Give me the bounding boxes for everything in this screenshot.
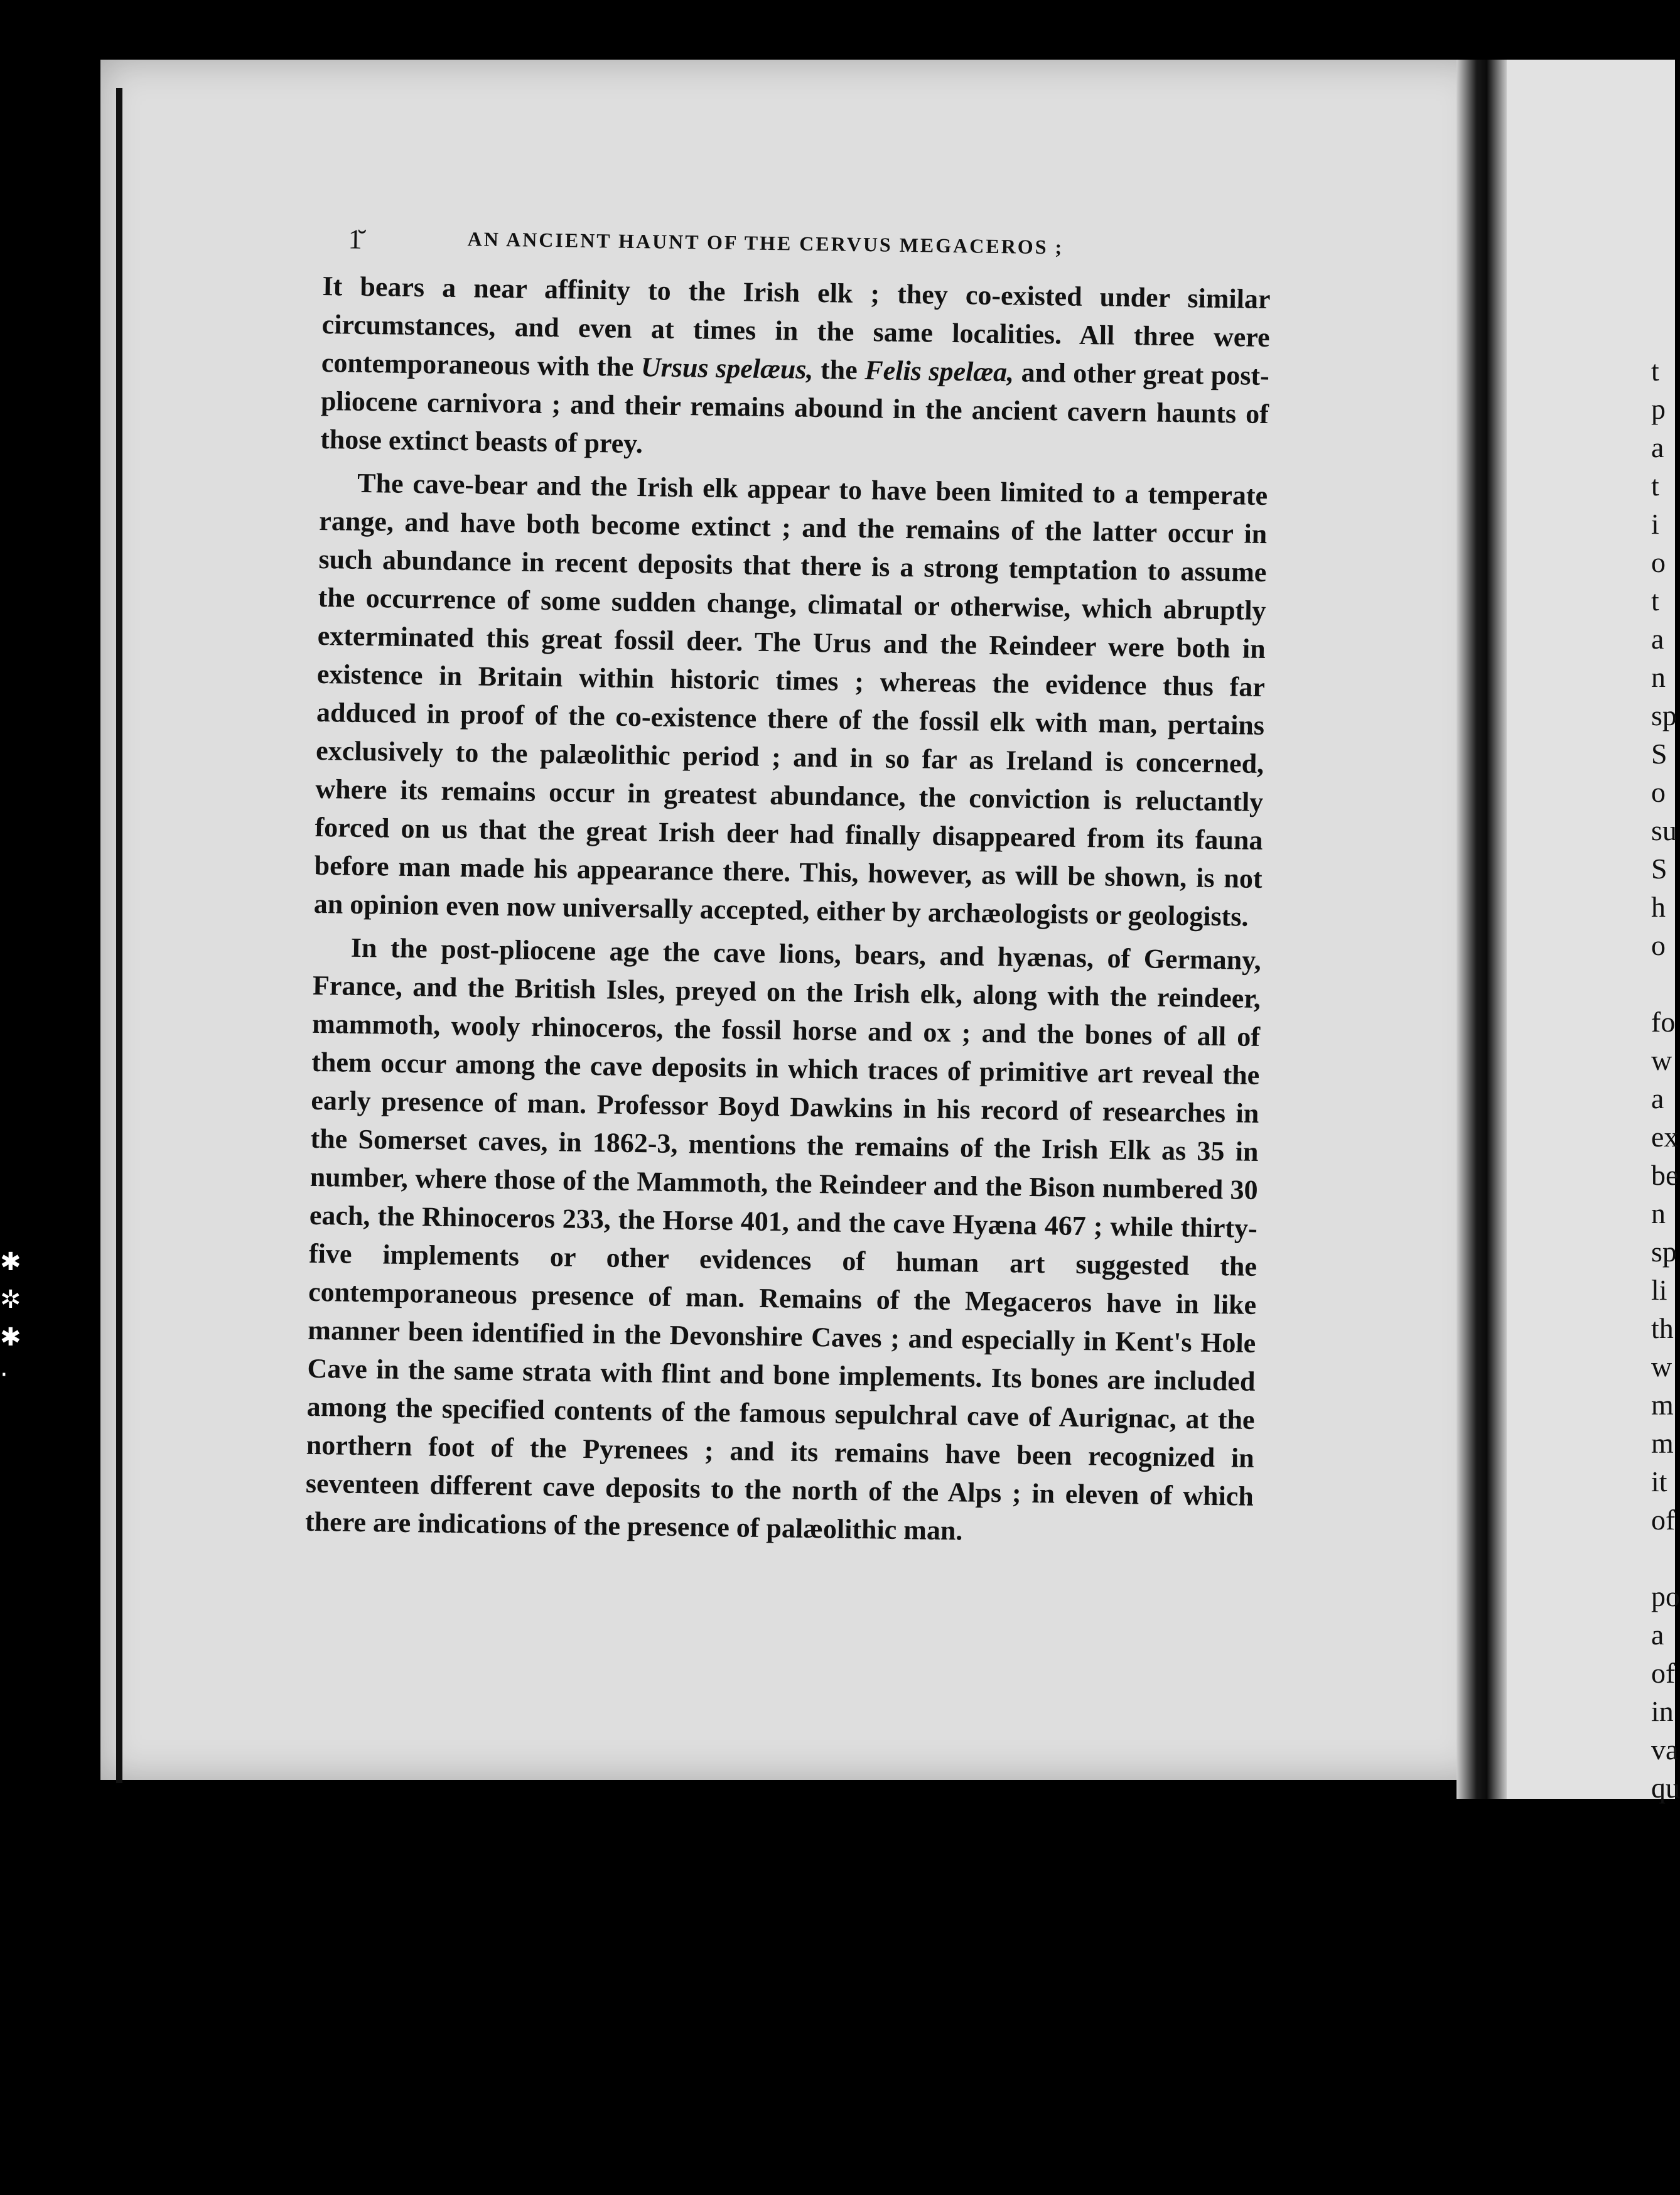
facing-fragment: p	[1651, 393, 1666, 425]
page-edge-line	[116, 88, 122, 1783]
facing-page-fragments	[1651, 352, 1680, 1845]
facing-fragment: li	[1651, 1274, 1667, 1306]
paragraph-1-italic-felis: Felis spelæa,	[864, 355, 1015, 388]
facing-fragment: a	[1651, 623, 1664, 655]
facing-fragment	[1651, 1539, 1675, 1577]
facing-fragment: w	[1651, 1351, 1672, 1383]
paragraph-2: The cave-bear and the Irish elk appear to have been limited to a temperate range, and have both become extinct ; and the remains of the latter occur in such abundance in recent deposits that there is a strong temptation to assume the occurrence of some sudden change, climatal or otherwise, which abruptly exterminated this great fossil deer. The Urus and the Reindeer were both in existence in Britain within historic times ; whereas the evidence thus far adduced in proof of the co-existence there of the fossil elk with man, pertains exclusively to the palæolithic period ; and in so far as Ireland is concerned, where its remains occur in greatest abundance, the conviction is reluctantly forced on us that the great Irish deer had finally disappeared from its fauna before man made his appearance there. This, however, as will be shown, is not an opinion even now universally accepted, either by archæologists or geologists.	[313, 467, 1268, 932]
facing-fragment: n	[1651, 1197, 1666, 1229]
facing-fragment: i	[1651, 508, 1659, 540]
facing-fragment: it	[1651, 1465, 1667, 1497]
facing-fragment: a	[1651, 1619, 1664, 1651]
facing-fragment: qu	[1651, 1772, 1680, 1804]
facing-fragment: sp	[1651, 1236, 1677, 1268]
facing-fragment: h	[1651, 891, 1666, 923]
paragraph-3: In the post-pliocene age the cave lions, bears, and hyænas, of Germany, France, and the British Isles, preyed on the Irish elk, along with the reindeer, mammoth, wooly rhinoceros, the fossil horse and ox ; and the bones of all of them occur among the cave deposits in which traces of primitive art reveal the early presence of man. Professor Boyd Dawkins in his record of researches in the Somerset caves, in 1862-3, mentions the remains of the Irish Elk as 35 in number, where those of the Mammoth, the Reindeer and the Bison numbered 30 each, the Rhinoceros 233, the Horse 401, and the cave Hyæna 467 ; while thirty-five implements or other evidences of human art suggested the contemporaneous presence of man. Remains of the Megaceros have in like manner been identified in the Devonshire Caves ; and especially in Kent's Hole Cave in the same strata with flint and bone implements. Its bones are included among the specified contents of the famous sepulchral cave of Aurignac, at the northern foot of the Pyrenees ; and its remains have been recognized in seventeen different cave deposits to the north of the Alps ; in eleven of which there are indications of the presence of palæolithic man.	[304, 932, 1262, 1546]
paragraph-1-italic-ursus: Ursus spelæus,	[640, 352, 814, 385]
facing-fragment: a	[1651, 431, 1664, 463]
paragraph-1-text-c: and other great post-pliocene carnivora ; and their remains abound in the ancient cavern haunts of those extinct beasts of prey.	[320, 357, 1270, 460]
facing-fragment: sp	[1651, 699, 1677, 731]
facing-fragment: t	[1651, 585, 1659, 617]
facing-fragment: o	[1651, 546, 1666, 578]
facing-fragment: S	[1651, 738, 1667, 770]
paragraph-1	[320, 267, 1271, 472]
facing-fragment: su	[1651, 814, 1677, 846]
facing-fragment: o	[1651, 776, 1666, 808]
facing-fragment: S	[1651, 853, 1667, 885]
facing-fragment: m	[1651, 1427, 1674, 1459]
facing-fragment: m	[1651, 1389, 1674, 1421]
scan-speckles: ✱ ✲ ✱ ·	[0, 1248, 21, 1389]
facing-fragment: n	[1651, 661, 1666, 693]
facing-fragment: va	[1651, 1734, 1679, 1766]
facing-fragment: in	[1651, 1695, 1674, 1727]
running-title: AN ANCIENT HAUNT OF THE CERVUS MEGACEROS ;	[467, 227, 1064, 259]
facing-fragment: ex	[1651, 1121, 1679, 1153]
facing-fragment: of	[1651, 1657, 1676, 1689]
facing-fragment: w	[1651, 1044, 1672, 1076]
paragraph-1-text-a: It bears a near affinity to the Irish elk ; they co-existed under similar circumstances, and even at times in the same localities. All three were contemporaneous with the	[321, 270, 1271, 383]
facing-fragment: of	[1651, 1504, 1676, 1536]
right-page	[1507, 60, 1680, 1799]
facing-fragment: th	[1651, 1312, 1674, 1344]
facing-fragment: t	[1651, 355, 1659, 387]
facing-fragment	[1651, 1807, 1675, 1845]
facing-fragment: o	[1651, 929, 1666, 961]
facing-fragment: be	[1651, 1159, 1679, 1191]
facing-fragment: fo	[1651, 1006, 1676, 1038]
page-content	[305, 223, 1271, 1559]
facing-fragment: a	[1651, 1082, 1664, 1114]
paragraph-1-text-b: the	[813, 353, 865, 386]
facing-fragment: t	[1651, 470, 1659, 502]
book-gutter	[1457, 60, 1507, 1799]
page-number: 1̆	[348, 224, 364, 255]
facing-fragment-gap: po	[1651, 1580, 1680, 1612]
facing-fragment-gap	[1651, 964, 1675, 1003]
